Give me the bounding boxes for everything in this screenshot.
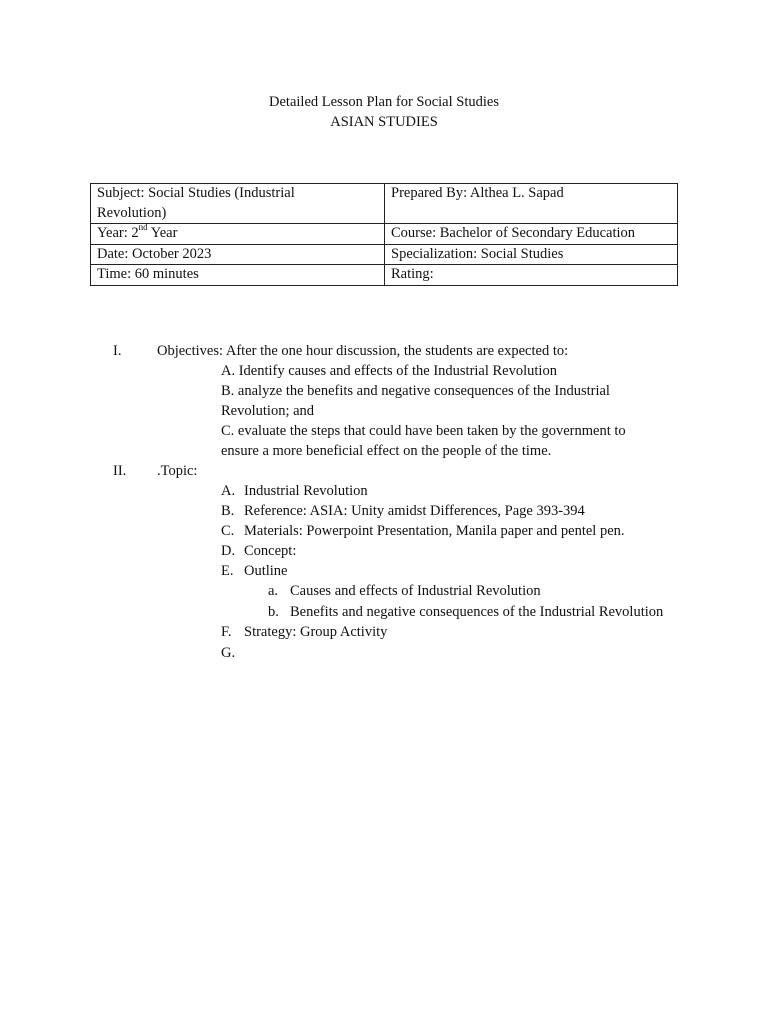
topic-item-letter: E. [221,563,234,579]
outline-item-letter: b. [268,604,279,620]
time-cell: Time: 60 minutes [91,265,385,286]
topic-item-letter: D. [221,543,236,559]
topic-item-text: Outline [244,563,288,579]
outline-item-text: Causes and effects of Industrial Revolution [290,583,541,599]
year-ordinal: nd [138,222,148,233]
outline-item-letter: a. [268,583,279,599]
topic-heading: .Topic: [157,463,198,479]
table-row [91,265,678,286]
objective-a: A. Identify causes and effects of the Industrial Revolution [221,363,557,379]
topic-item-text: Concept: [244,543,297,559]
topic-item-text: Reference: ASIA: Unity amidst Differences, Page 393-394 [244,503,585,519]
objective-b-line-1: B. analyze the benefits and negative consequences of the Industrial [221,383,610,399]
subject-cell [91,184,385,224]
prepared-by-cell: Prepared By: Althea L. Sapad [385,184,678,224]
table-row [91,184,678,224]
year-suffix: Year [147,225,178,241]
subject-line-1: Subject: Social Studies (Industrial [97,185,295,201]
objective-c-line-1: C. evaluate the steps that could have been taken by the government to [221,423,626,439]
year-prefix: Year: 2 [97,225,139,241]
section-i-numeral: I. [113,343,122,359]
lesson-info-table [90,183,678,286]
document-subtitle: ASIAN STUDIES [330,114,438,130]
table-row [91,224,678,245]
course-cell: Course: Bachelor of Secondary Education [385,224,678,245]
section-ii-numeral: II. [113,463,127,479]
subject-line-2: Revolution) [97,204,167,221]
objectives-heading: Objectives: After the one hour discussion, the students are expected to: [157,343,569,359]
table-row [91,244,678,265]
outline-item-text: Benefits and negative consequences of the Industrial Revolution [290,604,664,620]
topic-item-text: Industrial Revolution [244,483,368,499]
objective-c-line-2: ensure a more beneficial effect on the people of the time. [221,443,552,459]
specialization-cell: Specialization: Social Studies [385,244,678,265]
topic-item-letter: C. [221,523,235,539]
topic-item-letter: B. [221,503,235,519]
topic-item-text: Materials: Powerpoint Presentation, Manila paper and pentel pen. [244,523,625,539]
objective-b-line-2: Revolution; and [221,403,315,419]
document-title: Detailed Lesson Plan for Social Studies [269,94,499,110]
topic-item-letter: G. [221,645,236,661]
topic-item-letter: A. [221,483,236,499]
year-cell [91,224,385,245]
date-cell: Date: October 2023 [91,244,385,265]
rating-cell: Rating: [385,265,678,286]
topic-item-text: Strategy: Group Activity [244,624,388,640]
topic-item-letter: F. [221,624,232,640]
